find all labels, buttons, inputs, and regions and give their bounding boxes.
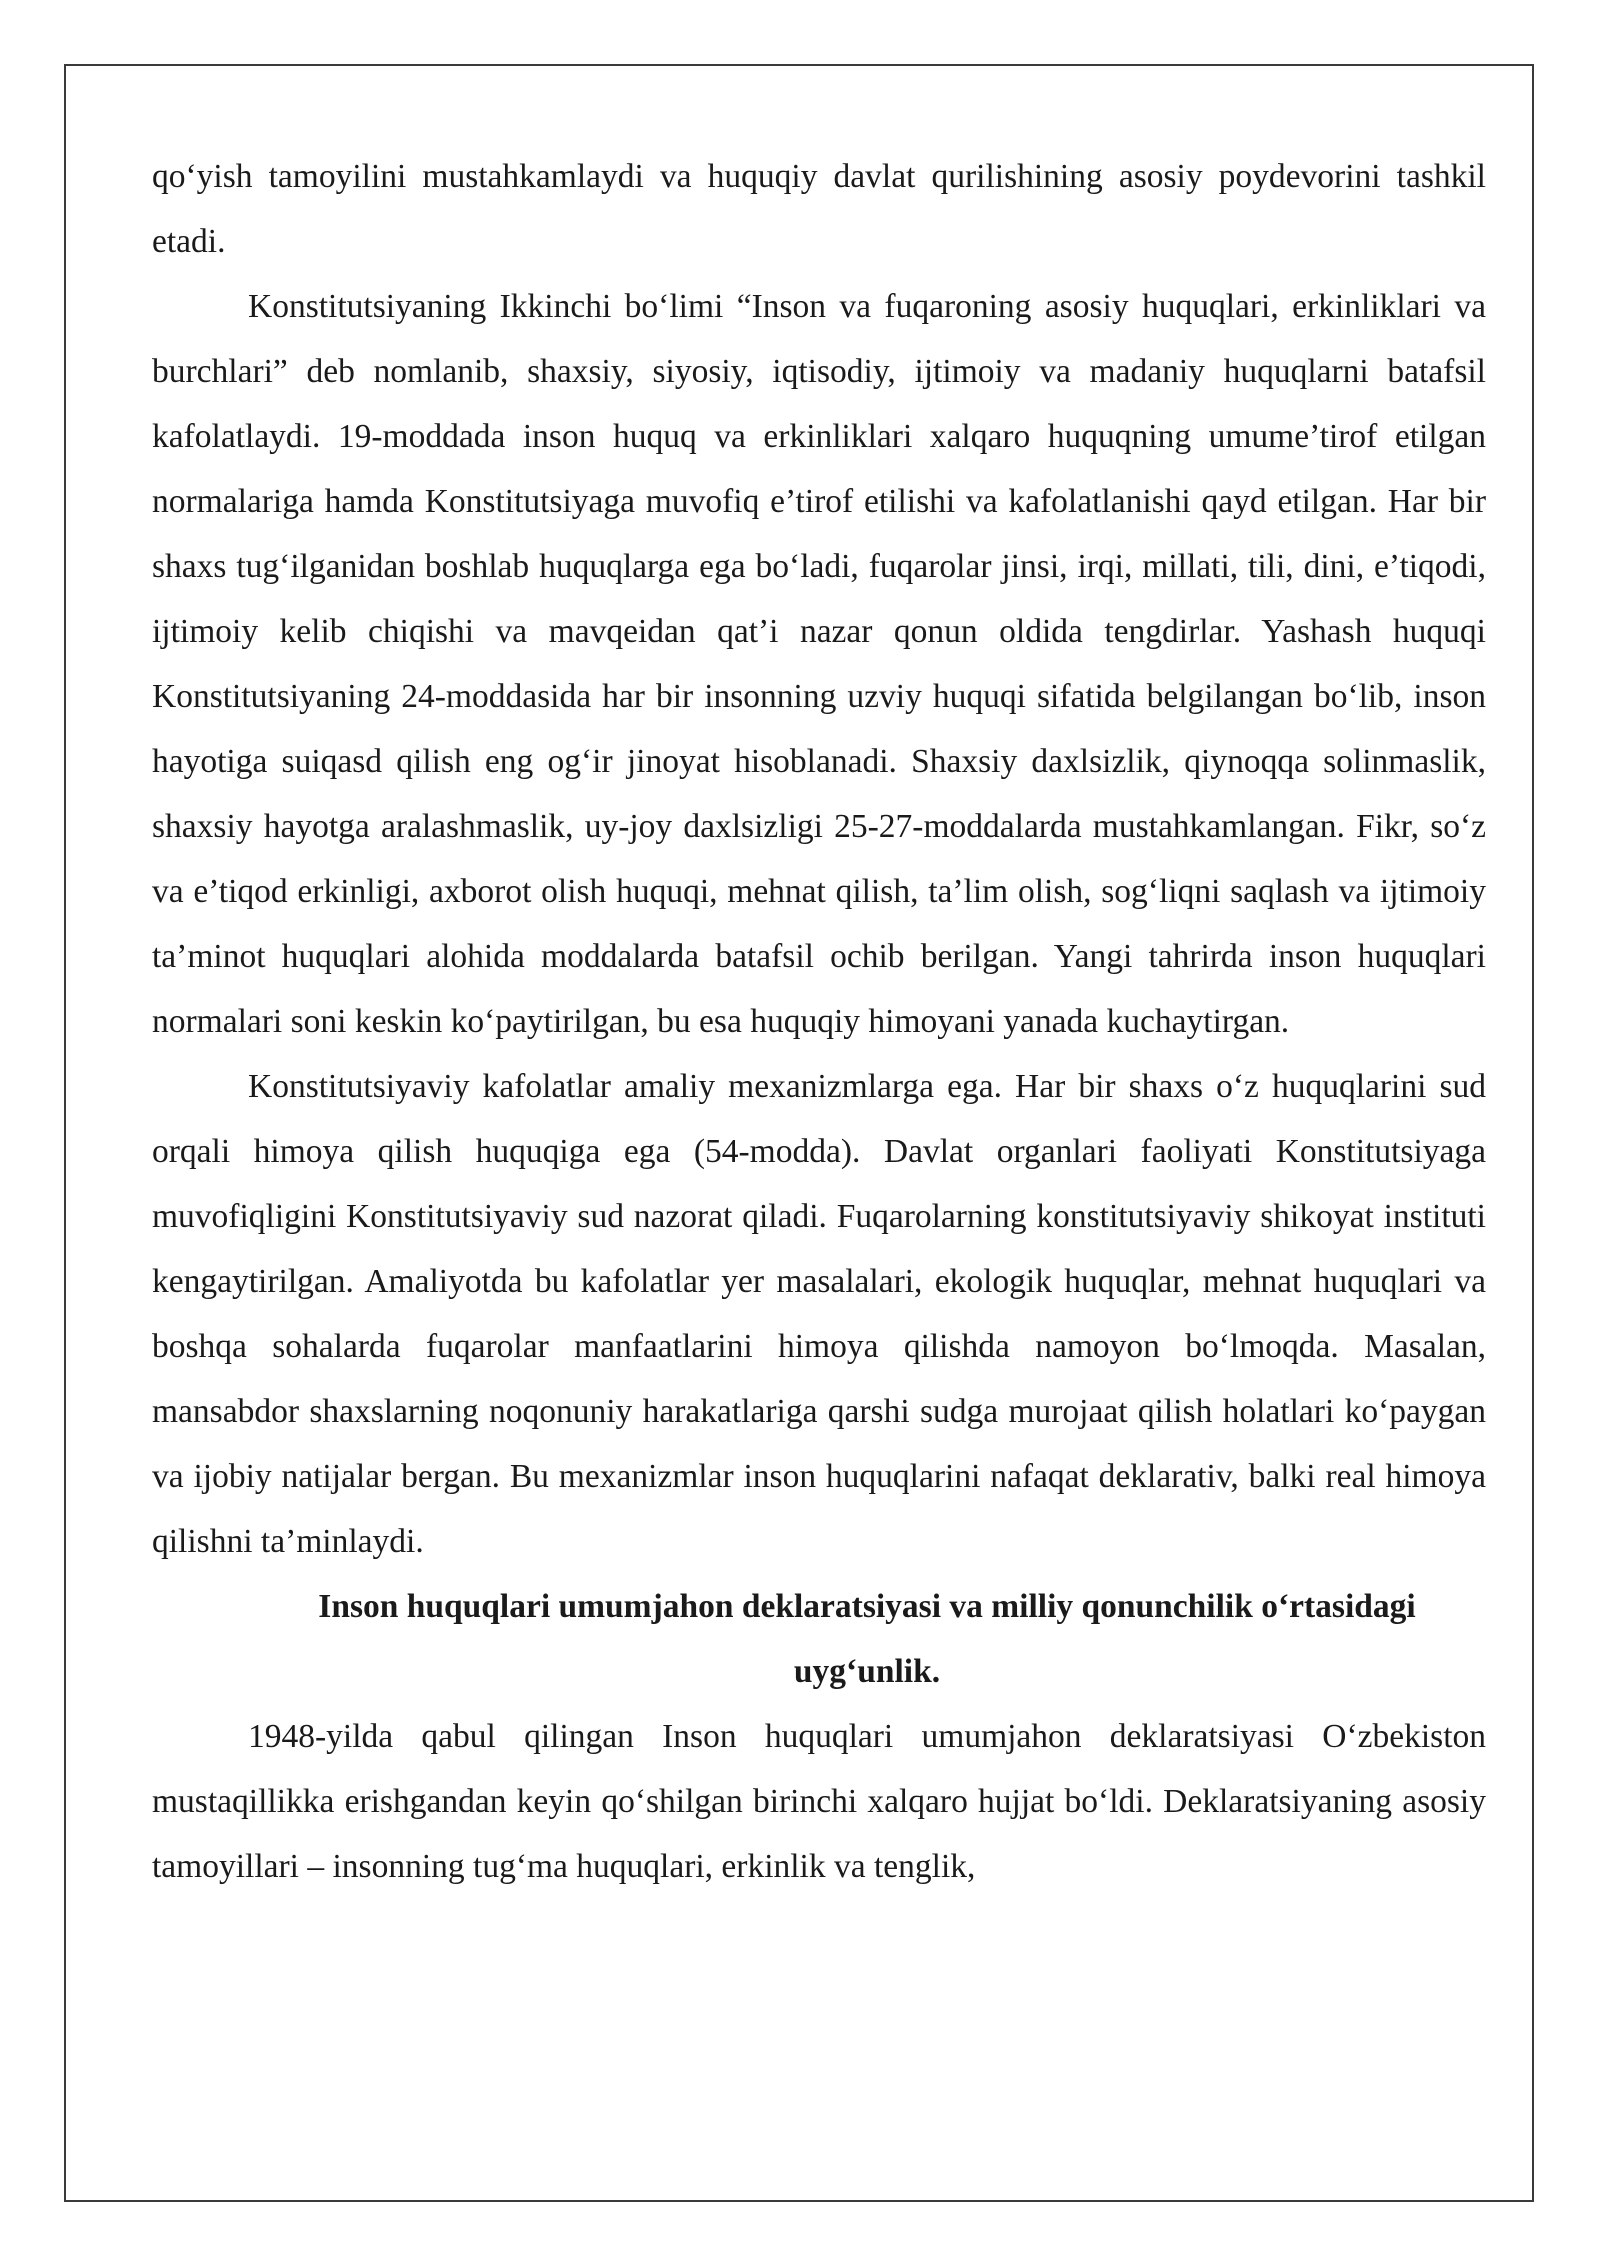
document-body (152, 144, 1486, 1899)
section-heading: Inson huquqlari umumjahon deklaratsiyasi va milliy qonunchilik o‘rtasidagi uyg‘unlik. (318, 1588, 1416, 1690)
paragraph-continuation: qo‘yish tamoyilini mustahkamlaydi va huquqiy davlat qurilishining asosiy poydevorini tashkil etadi. (152, 158, 1486, 260)
paragraph-declaration-1948: 1948-yilda qabul qilingan Inson huquqlari umumjahon deklaratsiyasi O‘zbekiston mustaqillikka erishgandan keyin qo‘shilgan birinchi xalqaro hujjat bo‘ldi. Deklaratsiyaning asosiy tamoyillari – insonning tug‘ma huquqlari, erkinlik va tenglik, (152, 1718, 1486, 1885)
paragraph-constitution-second-section: Konstitutsiyaning Ikkinchi bo‘limi “Inson va fuqaroning asosiy huquqlari, erkinliklari va burchlari” deb nomlanib, shaxsiy, siyosiy, iqtisodiy, ijtimoiy va madaniy huquqlarni batafsil kafolatlaydi. 19-moddada inson huquq va erkinliklari xalqaro huquqning umume’tirof etilgan normalariga hamda Konstitutsiyaga muvofiq e’tirof etilishi va kafolatlanishi qayd etilgan. Har bir shaxs tug‘ilganidan boshlab huquqlarga ega bo‘ladi, fuqarolar jinsi, irqi, millati, tili, dini, e’tiqodi, ijtimoiy kelib chiqishi va mavqeidan qat’i nazar qonun oldida tengdirlar. Yashash huquqi Konstitutsiyaning 24-moddasida har bir insonning uzviy huquqi sifatida belgilangan bo‘lib, inson hayotiga suiqasd qilish eng og‘ir jinoyat hisoblanadi. Shaxsiy daxlsizlik, qiynoqqa solinmaslik, shaxsiy hayotga aralashmaslik, uy-joy daxlsizligi 25-27-moddalarda mustahkamlangan. Fikr, so‘z va e’tiqod erkinligi, axborot olish huquqi, mehnat qilish, ta’lim olish, sog‘liqni saqlash va ijtimoiy ta’minot huquqlari alohida moddalarda batafsil ochib berilgan. Yangi tahrirda inson huquqlari normalari soni keskin ko‘paytirilgan, bu esa huquqiy himoyani yanada kuchaytirgan. (152, 288, 1486, 1040)
paragraph-constitutional-guarantees: Konstitutsiyaviy kafolatlar amaliy mexanizmlarga ega. Har bir shaxs o‘z huquqlarini sud orqali himoya qilish huquqiga ega (54-modda). Davlat organlari faoliyati Konstitutsiyaga muvofiqligini Konstitutsiyaviy sud nazorat qiladi. Fuqarolarning konstitutsiyaviy shikoyat instituti kengaytirilgan. Amaliyotda bu kafolatlar yer masalalari, ekologik huquqlar, mehnat huquqlari va boshqa sohalarda fuqarolar manfaatlarini himoya qilishda namoyon bo‘lmoqda. Masalan, mansabdor shaxslarning noqonuniy harakatlariga qarshi sudga murojaat qilish holatlari ko‘paygan va ijobiy natijalar bergan. Bu mexanizmlar inson huquqlarini nafaqat deklarativ, balki real himoya qilishni ta’minlaydi. (152, 1068, 1486, 1560)
